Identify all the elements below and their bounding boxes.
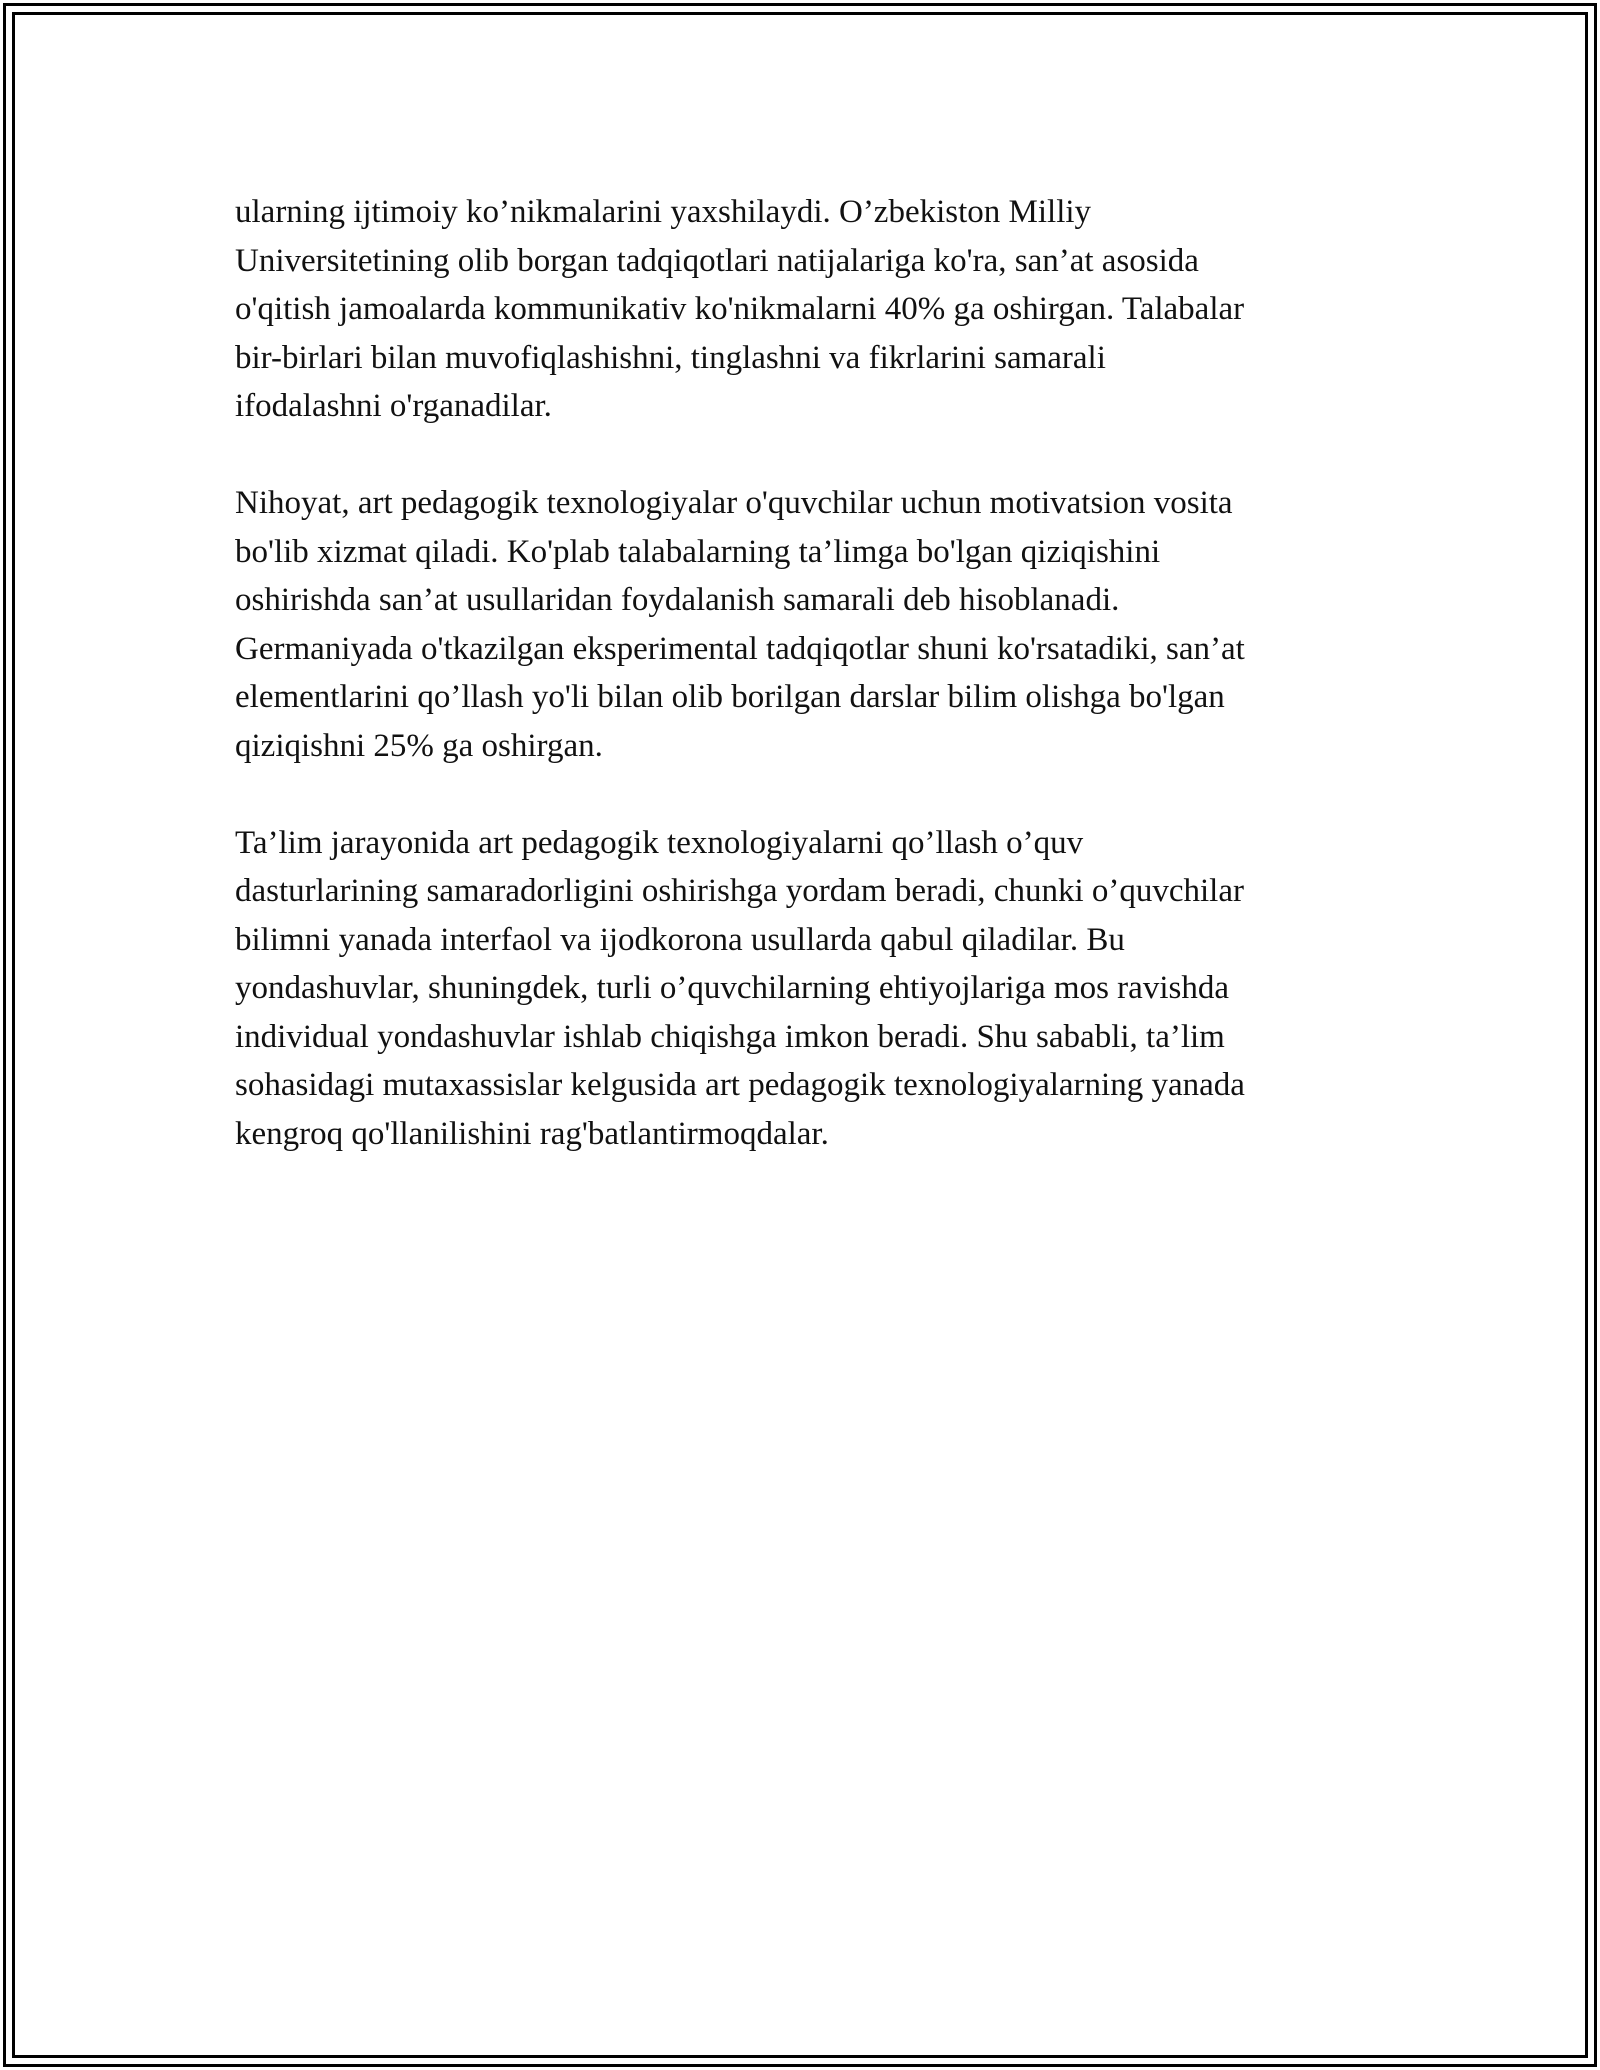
paragraph-motivation: Nihoyat, art pedagogik texnologiyalar o'quvchilar uchun motivatsion vosita bo'lib xizmat qiladi. Ko'plab talabalarning ta’limga bo'lgan qiziqishini oshirishda san’at usullaridan foydalanish samarali deb hisoblanadi. Germaniyada o'tkazilgan eksperimental tadqiqotlar shuni ko'rsatadiki, san’at elementlarini qo’llash yo'li bilan olib borilgan darslar bilim olishga bo'lgan qiziqishni 25% ga oshirgan. [235,485,1245,764]
paragraph-social-skills: ularning ijtimoiy ko’nikmalarini yaxshilaydi. O’zbekiston Milliy Universitetining olib borgan tadqiqotlari natijalariga ko'ra, san’at asosida o'qitish jamoalarda kommunikativ ko'nikmalarni 40% ga oshirgan. Talabalar bir-birlari bilan muvofiqlashishni, tinglashni va fikrlarini samarali ifodalashni o'rganadilar. [235,194,1245,424]
document-body [235,188,1375,1207]
paragraph-conclusion: Ta’lim jarayonida art pedagogik texnologiyalarni qo’llash o’quv dasturlarining samaradorligini oshirishga yordam beradi, chunki o’quvchilar bilimni yanada interfaol va ijodkorona usullarda qabul qiladilar. Bu yondashuvlar, shuningdek, turli o’quvchilarning ehtiyojlariga mos ravishda individual yondashuvlar ishlab chiqishga imkon beradi. Shu sababli, ta’lim sohasidagi mutaxassislar kelgusida art pedagogik texnologiyalarning yanada kengroq qo'llanilishini rag'batlantirmoqdalar. [235,824,1245,1152]
